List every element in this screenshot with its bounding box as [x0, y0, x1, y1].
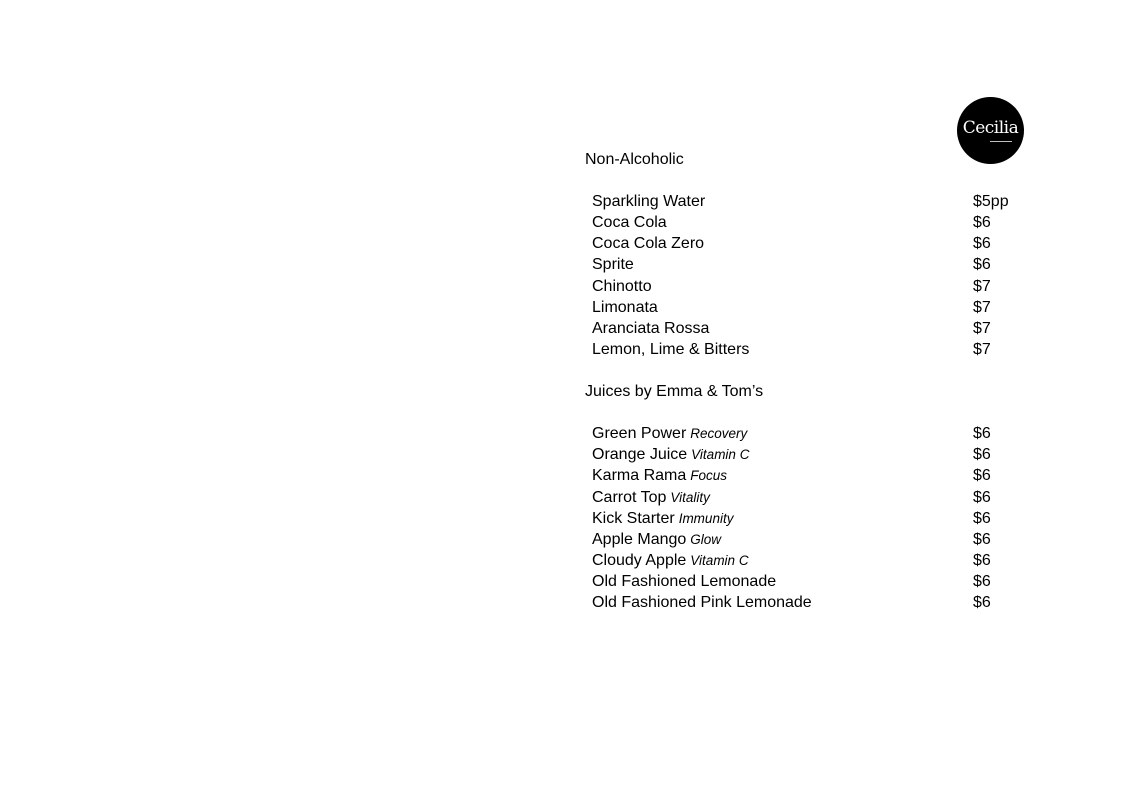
item-price: $6 [973, 488, 991, 506]
item-name: Cloudy Apple Vitamin C [592, 551, 749, 569]
item-note: Immunity [678, 510, 734, 526]
menu-item [585, 508, 1025, 529]
item-note: Vitality [670, 489, 710, 505]
menu-item [585, 444, 1025, 465]
item-price: $6 [973, 594, 991, 612]
non-alcoholic-list [585, 191, 1025, 360]
item-name: Sprite [592, 256, 634, 274]
menu-item [585, 233, 1025, 254]
item-name: Limonata [592, 298, 658, 316]
item-note: Glow [690, 531, 722, 547]
item-name: Old Fashioned Pink Lemonade [592, 594, 812, 612]
item-name: Lemon, Lime & Bitters [592, 340, 750, 358]
item-note: Vitamin C [690, 552, 749, 568]
menu-item [585, 339, 1025, 360]
logo-underline [990, 141, 1012, 142]
item-price: $5pp [973, 193, 1009, 210]
item-name: Coca Cola [592, 214, 667, 232]
menu-item [585, 571, 1025, 592]
item-price: $6 [973, 573, 991, 591]
menu-item [585, 465, 1025, 486]
menu-item [585, 276, 1025, 297]
item-price: $7 [973, 298, 991, 316]
item-price: $6 [973, 214, 991, 232]
item-name: Apple Mango Glow [592, 530, 722, 548]
item-name: Aranciata Rossa [592, 319, 710, 337]
item-name: Karma Rama Focus [592, 467, 728, 485]
item-note: Vitamin C [691, 447, 750, 463]
item-price: $7 [973, 277, 991, 295]
item-note: Focus [690, 468, 728, 484]
section-title-juices: Juices by Emma & Tom’s [585, 383, 764, 401]
item-name: Orange Juice Vitamin C [592, 446, 750, 464]
item-price: $6 [973, 425, 991, 443]
item-price: $7 [973, 319, 991, 337]
section-title-non-alcoholic: Non-Alcoholic [585, 151, 684, 168]
logo-wordmark: Cecilia [962, 117, 1019, 138]
drinks-menu [585, 149, 1025, 613]
item-price: $6 [973, 509, 991, 527]
item-price: $6 [973, 530, 991, 548]
item-price: $6 [973, 446, 991, 464]
item-name: Chinotto [592, 277, 652, 295]
item-name: Sparkling Water [592, 193, 706, 210]
item-note: Recovery [690, 426, 748, 442]
menu-item [585, 254, 1025, 275]
menu-item [585, 191, 1025, 212]
item-name: Carrot Top Vitality [592, 488, 710, 506]
item-price: $6 [973, 256, 991, 274]
item-name: Green Power Recovery [592, 425, 748, 443]
item-price: $7 [973, 340, 991, 358]
item-name: Old Fashioned Lemonade [592, 573, 777, 591]
item-price: $6 [973, 235, 991, 253]
item-name: Kick Starter Immunity [592, 509, 734, 527]
menu-item [585, 487, 1025, 508]
menu-item [585, 550, 1025, 571]
item-price: $6 [973, 551, 991, 569]
menu-item [585, 212, 1025, 233]
item-price: $6 [973, 467, 991, 485]
menu-item [585, 297, 1025, 318]
menu-item [585, 318, 1025, 339]
item-name: Coca Cola Zero [592, 235, 705, 253]
juices-list [585, 423, 1025, 613]
menu-item [585, 592, 1025, 613]
menu-item [585, 529, 1025, 550]
menu-item [585, 423, 1025, 444]
